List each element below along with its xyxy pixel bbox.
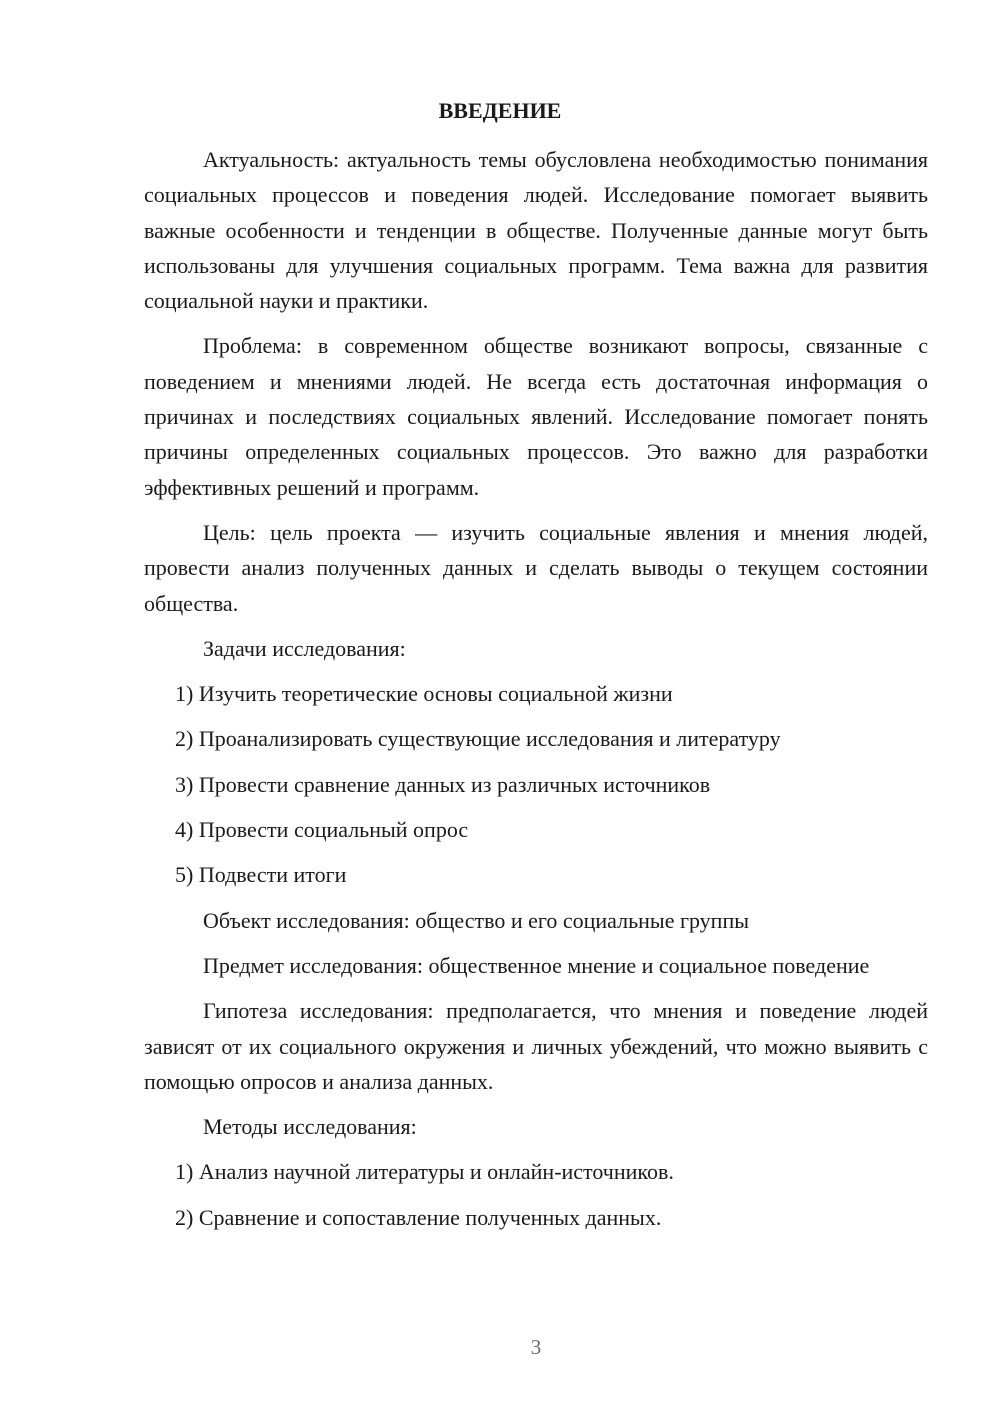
tasks-heading: Задачи исследования: xyxy=(203,635,406,661)
methods-heading: Методы исследования: xyxy=(203,1114,417,1140)
object-paragraph: Объект исследования: общество и его социальные группы xyxy=(203,907,750,933)
hypothesis-paragraph: Гипотеза исследования: предполагается, что мнения и поведение людей зависят от их социального окружения и личных убеждений, что можно выявить с помощью опросов и анализа данных. xyxy=(144,998,928,1094)
task-item: 5) Подвести итоги xyxy=(175,862,347,888)
subject-paragraph: Предмет исследования: общественное мнение и социальное поведение xyxy=(203,952,870,978)
task-item: 1) Изучить теоретические основы социальной жизни xyxy=(175,681,673,707)
problem-paragraph: Проблема: в современном обществе возникают вопросы, связанные с поведением и мнениями людей. Не всегда есть достаточная информация о причинах и последствиях социальных явлений. Исследование помогает понять причины определенных социальных процессов. Это важно для разработки эффективных решений и программ. xyxy=(144,333,928,500)
page-title: ВВЕДЕНИЕ xyxy=(438,98,562,123)
relevance-paragraph: Актуальность: актуальность темы обусловлена необходимостью понимания социальных процессов и поведения людей. Исследование помогает выявить важные особенности и тенденции в обществе. Полученные данные могут быть использованы для улучшения социальных программ. Тема важна для развития социальной науки и практики. xyxy=(144,147,928,314)
task-item: 4) Провести социальный опрос xyxy=(175,817,469,843)
task-item: 3) Провести сравнение данных из различных источников xyxy=(175,771,711,797)
document-body xyxy=(144,142,928,1235)
method-item: 2) Сравнение и сопоставление полученных данных. xyxy=(175,1204,662,1230)
task-item: 2) Проанализировать существующие исследования и литературу xyxy=(175,726,781,752)
goal-paragraph: Цель: цель проекта — изучить социальные явления и мнения людей, провести анализ полученных данных и сделать выводы о текущем состоянии общества. xyxy=(144,519,928,616)
method-item: 1) Анализ научной литературы и онлайн-источников. xyxy=(175,1159,674,1185)
page-number: 3 xyxy=(530,1335,542,1359)
